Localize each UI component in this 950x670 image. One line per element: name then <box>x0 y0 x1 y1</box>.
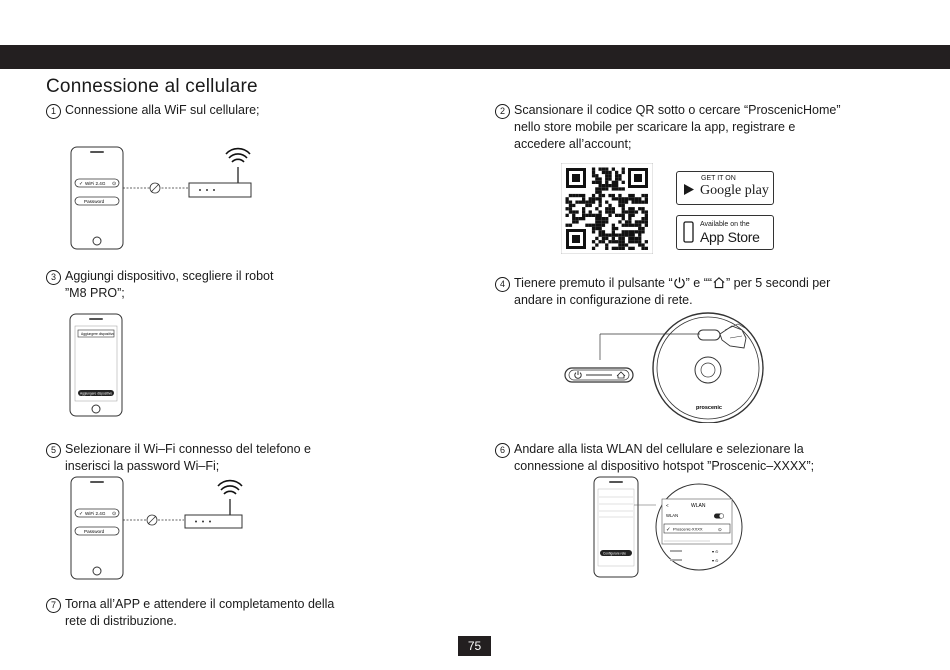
router <box>189 183 251 197</box>
step-7 <box>46 596 334 630</box>
header-bar <box>0 45 950 69</box>
wifi-icon: ▾ ⊙ <box>712 558 719 563</box>
page-number: 75 <box>458 636 491 656</box>
step-text: Scansionare il codice QR sotto o cercare “ProscenicHome” <box>514 103 841 117</box>
step-text: Aggiungi dispositivo, scegliere il robot <box>65 269 274 283</box>
step-number: 7 <box>46 598 61 613</box>
step-4 <box>495 275 830 309</box>
wifi-field: WiFi 2.4G <box>85 181 106 186</box>
step-6 <box>495 441 814 475</box>
step-3 <box>46 268 273 302</box>
check-icon: ✓ <box>79 511 84 517</box>
wifi-field: WiFi 2.4G <box>85 511 106 516</box>
step-text: ” e ““ <box>685 276 713 290</box>
hotspot-ssid: Proscenic-XXXX <box>673 526 703 532</box>
add-device-button-label: Aggiungere dispositivo <box>80 391 113 396</box>
router <box>185 515 242 528</box>
step-number: 3 <box>46 270 61 285</box>
google-play-button[interactable] <box>676 171 774 205</box>
wifi-icon <box>218 481 242 494</box>
step-text: Tienere premuto il pulsante “ <box>514 276 673 290</box>
step-text: andare in configurazione di rete. <box>514 293 693 307</box>
step-number: 5 <box>46 443 61 458</box>
step-2 <box>495 102 841 152</box>
step-text: Andare alla lista WLAN del cellulare e selezionare la <box>514 442 804 456</box>
store-big-label: App Store <box>700 229 760 245</box>
step-number: 1 <box>46 104 61 119</box>
wifi-icon: ⊙ <box>718 527 722 532</box>
store-small-label: Available on the <box>700 221 750 228</box>
step-text: Connessione alla WiF sul cellulare; <box>65 103 260 117</box>
robot-illustration <box>560 308 780 423</box>
wifi-icon <box>226 149 250 162</box>
step-text: inserisci la password Wi–Fi; <box>65 459 220 473</box>
store-small-label: GET IT ON <box>701 175 736 182</box>
configure-network-label: Configurare rete <box>603 551 627 556</box>
step-text: Selezionare il Wi–Fi connesso del telefono e <box>65 442 311 456</box>
power-icon <box>673 276 686 289</box>
step-number: 6 <box>495 443 510 458</box>
home-icon <box>712 276 726 289</box>
step-text: Torna all’APP e attendere il completamento della <box>65 597 335 611</box>
password-field: Password <box>84 199 105 204</box>
app-store-button[interactable] <box>676 215 774 250</box>
qr-code <box>561 163 653 254</box>
wlan-illustration <box>590 475 750 580</box>
wifi-icon: ⊙ <box>112 181 117 187</box>
phone-icon <box>683 221 694 243</box>
password-field: Password <box>84 529 105 534</box>
step-text: rete di distribuzione. <box>65 614 177 628</box>
add-device-field: Aggiungere dispositivo <box>81 332 115 336</box>
step-text: ” per 5 secondi per <box>726 276 831 290</box>
step-text: connessione al dispositivo hotspot ”Proscenic–XXXX”; <box>514 459 815 473</box>
step-text: ”M8 PRO”; <box>65 286 125 300</box>
back-icon[interactable]: < <box>666 503 669 508</box>
play-icon <box>683 183 695 196</box>
step-text: nello store mobile per scaricare la app, registrare e <box>514 120 796 134</box>
step-number: 4 <box>495 277 510 292</box>
wifi-icon: ⊙ <box>112 511 117 517</box>
step-text: accedere all’account; <box>514 136 632 151</box>
check-icon: ✓ <box>79 181 84 187</box>
store-big-label: Google play <box>700 183 769 198</box>
check-icon: ✓ <box>666 527 671 533</box>
wlan-title: WLAN <box>691 503 706 509</box>
phone-router-illustration-2 <box>60 470 260 582</box>
page-title: Connessione al cellulare <box>46 76 258 97</box>
step-1 <box>46 102 260 119</box>
phone-add-device-illustration <box>66 310 126 418</box>
step-number: 2 <box>495 104 510 119</box>
wlan-label: WLAN <box>666 513 679 518</box>
robot-brand: proscenic <box>696 405 722 411</box>
wifi-icon: ▾ ⊙ <box>712 549 719 554</box>
phone-router-illustration-1 <box>60 140 260 252</box>
